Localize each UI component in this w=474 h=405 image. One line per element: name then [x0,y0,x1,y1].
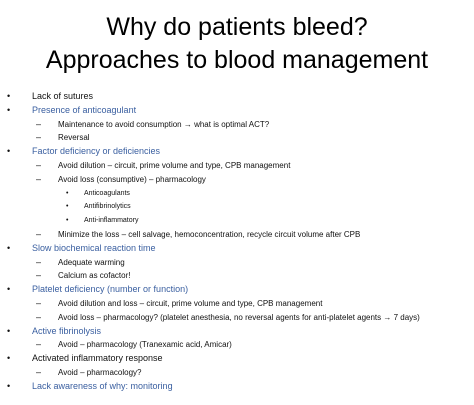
list-item-text: Presence of anticoagulant [32,104,137,115]
dash-icon: – [36,298,42,308]
bullet-icon: • [7,284,11,295]
slide-title-line-1: Why do patients bleed? [106,13,368,41]
list-item-text: Avoid loss – pharmacology? (platelet anesthesia, no reversal agents for anti-platelet agents → 7 days) [58,312,420,322]
sub-bullet-icon: • [66,189,69,197]
list-item-text: Avoid loss (consumptive) – pharmacology [58,174,206,184]
list-item-text: Active fibrinolysis [32,325,102,336]
dash-icon: – [36,339,42,350]
bullet-icon: • [7,91,11,101]
list-item-text: Activated inflammatory response [32,353,163,364]
list-item-text: Anticoagulants [84,189,130,197]
dash-icon: – [36,256,42,267]
bullet-icon: • [7,104,11,115]
dash-icon: – [36,132,42,143]
bullet-icon: • [7,353,11,364]
list-item-text: Lack awareness of why: monitoring [32,380,173,391]
list-item-text: Reversal [58,133,90,143]
list-item-text: Lack of sutures [32,91,94,101]
list-item-text: Factor deficiency or deficiencies [32,146,161,157]
list-item-text: Calcium as cofactor! [58,271,131,281]
dash-icon: – [36,118,42,129]
list-item-text: Avoid dilution – circuit, prime volume and type, CPB management [58,161,291,170]
list-item-text: Anti-inflammatory [84,217,139,225]
bullet-icon: • [7,325,11,336]
dash-icon: – [36,229,42,239]
list-item-text: Maintenance to avoid consumption → what is optimal ACT? [58,119,270,129]
list-item-text: Slow biochemical reaction time [32,242,156,253]
list-item-text: Antifibrinolytics [84,203,131,211]
dash-icon: – [36,367,42,377]
list-item-text: Avoid – pharmacology? [58,368,142,377]
bullet-icon: • [7,242,11,253]
bullet-icon: • [7,146,11,157]
list-item-text: Platelet deficiency (number or function) [32,284,189,295]
sub-bullet-icon: • [66,203,69,211]
slide-title-line-2: Approaches to blood management [45,46,429,74]
list-item-text: Adequate warming [58,257,125,267]
dash-icon: – [36,270,42,281]
sub-bullet-icon: • [66,217,69,225]
dash-icon: – [36,173,42,184]
list-item-text: Avoid dilution and loss – circuit, prime volume and type, CPB management [58,299,323,308]
list-item-text: Minimize the loss – cell salvage, hemoconcentration, recycle circuit volume after CPB [58,230,361,239]
dash-icon: – [36,160,42,170]
bullet-icon: • [7,380,11,391]
dash-icon: – [36,311,42,322]
list-item-text: Avoid – pharmacology (Tranexamic acid, Amicar) [58,340,232,350]
